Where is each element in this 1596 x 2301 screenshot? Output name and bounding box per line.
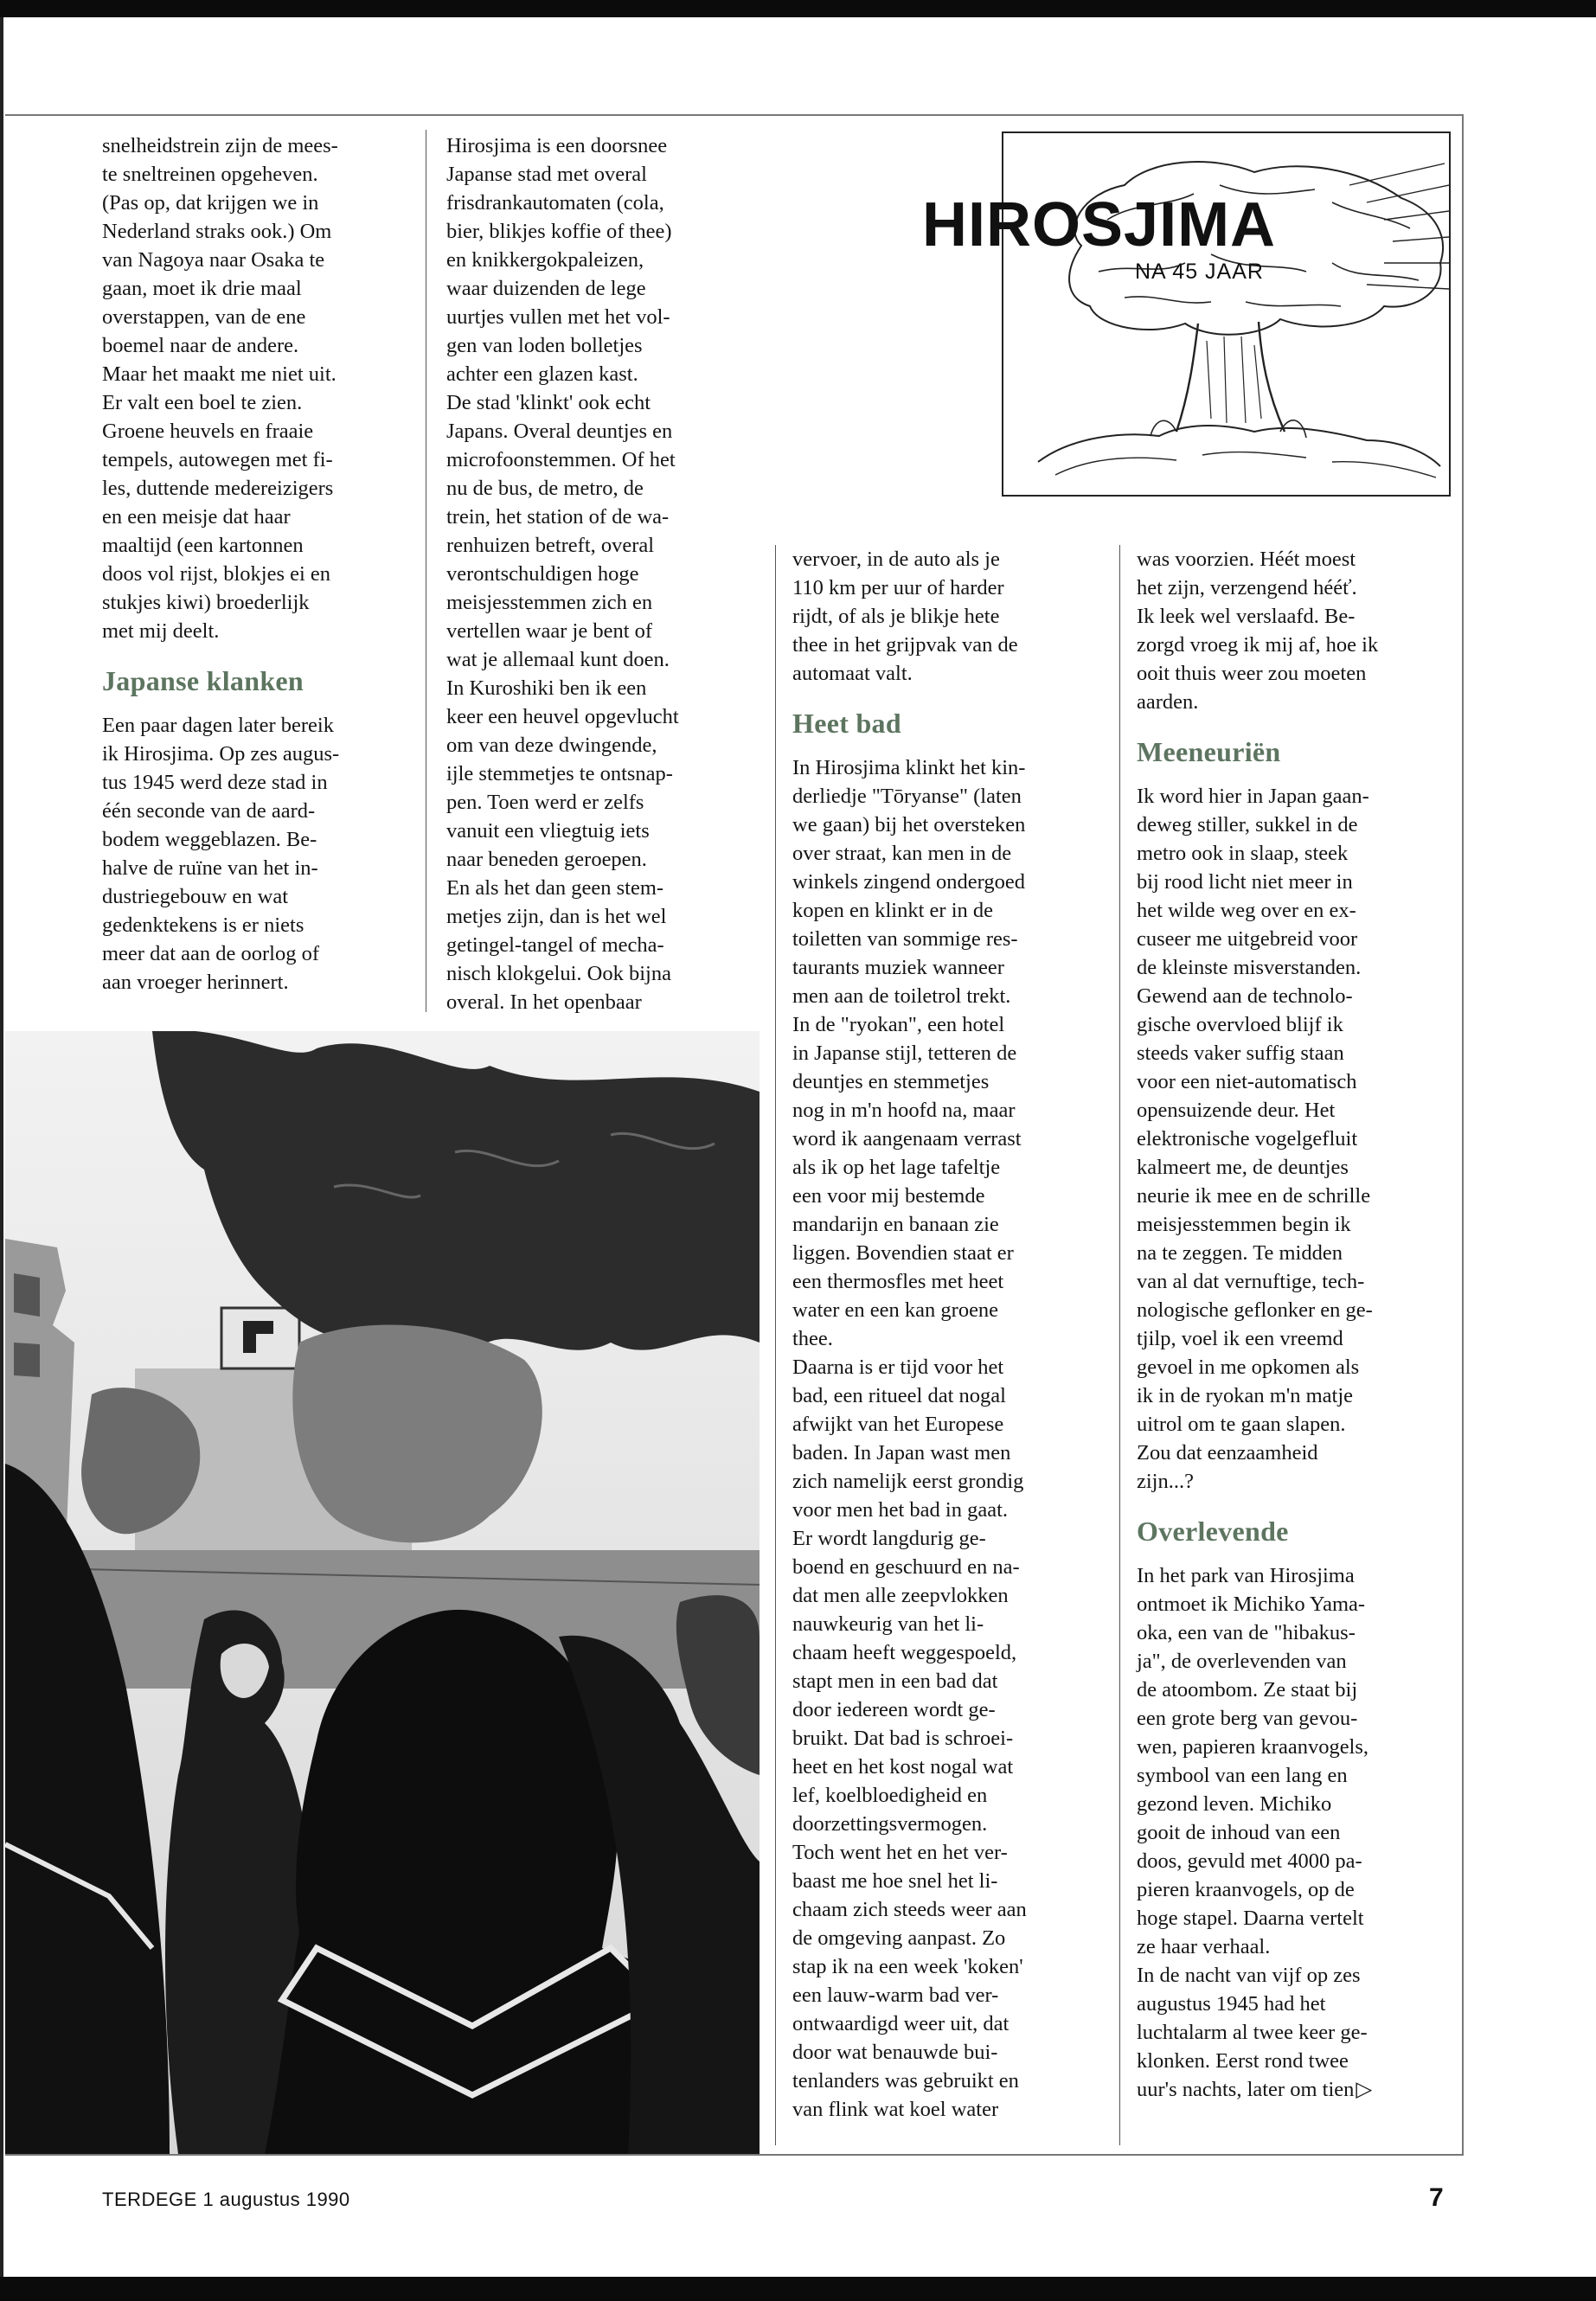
text-line: Gewend aan de technolo- [1137,984,1353,1008]
text-line: metro ook in slaap, steek [1137,842,1349,865]
text-line: een thermosfles met heet [792,1270,1004,1293]
text-line: de kleinste misverstanden. [1137,956,1362,979]
text-line: uurtjes vullen met het vol- [446,305,670,329]
text-line: oka, een van de "hibakus- [1137,1621,1356,1644]
text-line: meisjesstemmen zich en [446,591,653,614]
text-line: nisch klokgelui. Ook bijna [446,962,671,985]
heading-overlevende: Overlevende [1137,1516,1289,1547]
text-line: Zou dat eenzaamheid [1137,1441,1318,1465]
text-line: bad, een ritueel dat nogal [792,1384,1006,1407]
text-line: kalmeert me, de deuntjes [1137,1156,1349,1179]
text-line: baast me hoe snel het li- [792,1869,998,1893]
text-line: doorzettingsvermogen. [792,1812,988,1836]
text-line: thee in het grijpvak van de [792,633,1018,657]
text-line: we gaan) bij het oversteken [792,813,1026,836]
text-line: baden. In Japan wast men [792,1441,1011,1465]
text-line: Er wordt langdurig ge- [792,1527,986,1550]
text-line: stapt men in een bad dat [792,1670,998,1693]
text-line: Groene heuvels en fraaie [102,420,314,443]
text-line: (Pas op, dat krijgen we in [102,191,319,215]
text-line: mandarijn en banaan zie [792,1213,999,1236]
text-line: pieren kraanvogels, op de [1137,1878,1355,1901]
text-line: en knikkergokpaleizen, [446,248,644,272]
text-line: nologische geflonker en ge- [1137,1298,1373,1322]
text-line: Een paar dagen later bereik [102,714,334,737]
text-line: vertellen waar je bent of [446,619,653,643]
text-line: met mij deelt. [102,619,220,643]
column-3 [792,545,1112,2124]
text-line: het zijn, verzengend hééť. [1137,576,1357,599]
column-1 [102,131,413,997]
text-line: word ik aangenaam verrast [792,1127,1022,1150]
text-line: nauwkeurig van het li- [792,1612,984,1636]
text-line: bodem weggeblazen. Be- [102,828,317,851]
text-line: van Nagoya naar Osaka te [102,248,325,272]
text-line: chaam zich steeds weer aan [792,1898,1027,1921]
text-line: lef, koelbloedigheid en [792,1784,988,1807]
frame-right-rule [1462,114,1464,2156]
footer-publication: TERDEGE 1 augustus 1990 [102,2189,350,2210]
column-1-bottom-text [102,711,413,997]
text-line: In de nacht van vijf op zes [1137,1964,1361,1987]
text-line: gedenktekens is er niets [102,913,304,937]
text-line: nu de bus, de metro, de [446,477,644,500]
text-line: naar beneden geroepen. [446,848,647,871]
text-line: overal. In het openbaar [446,990,642,1014]
text-line: ontmoet ik Michiko Yama- [1137,1593,1366,1616]
text-line: over straat, kan men in de [792,842,1012,865]
text-line: ontwaardigd weer uit, dat [792,2012,1010,2035]
text-line: In Hirosjima klinkt het kin- [792,756,1026,779]
text-line: rijdt, of als je blikje hete [792,605,1000,628]
text-line: microfoonstemmen. Of het [446,448,676,471]
text-line: zorgd vroeg ik mij af, hoe ik [1137,633,1379,657]
text-line: trein, het station of de wa- [446,505,670,529]
text-line: les, duttende medereizigers [102,477,334,500]
text-line: derliedje "Tōryanse" (laten [792,785,1022,808]
text-line: gooit de inhoud van een [1137,1821,1341,1844]
text-line: ooit thuis weer zou moeten [1137,662,1367,685]
text-line: boend en geschuurd en na- [792,1555,1020,1579]
text-line: dat men alle zeepvlokken [792,1584,1009,1607]
text-line: een voor mij bestemde [792,1184,985,1208]
text-line: in Japanse stijl, tetteren de [792,1042,1017,1065]
text-line: aan vroeger herinnert. [102,971,289,994]
text-line: deweg stiller, sukkel in de [1137,813,1358,836]
column-3-bottom-text [792,753,1112,2124]
logo-title: HIROSJIMA [922,190,1277,260]
text-line: Japanse stad met overal [446,163,647,186]
text-line: taurants muziek wanneer [792,956,1004,979]
left-border [0,17,3,2277]
text-line: De stad 'klinkt' ook echt [446,391,651,414]
text-line: door iedereen wordt ge- [792,1698,996,1721]
text-line: het wilde weg over en ex- [1137,899,1356,922]
text-line: maaltijd (een kartonnen [102,534,304,557]
text-line: Japans. Overal deuntjes en [446,420,673,443]
text-line: Ik leek wel verslaafd. Be- [1137,605,1356,628]
text-line: In Kuroshiki ben ik een [446,676,647,700]
text-line: deuntjes en stemmetjes [792,1070,990,1093]
column-1-top-text [102,131,413,645]
text-line: overstappen, van de ene [102,305,306,329]
text-line: doos, gevuld met 4000 pa- [1137,1849,1362,1873]
text-line: was voorzien. Héét moest [1137,548,1356,571]
text-line: 110 km per uur of harder [792,576,1004,599]
text-line: te sneltreinen opgeheven. [102,163,318,186]
text-line: ja", de overlevenden van [1137,1650,1347,1673]
text-line: tenlanders was gebruikt en [792,2069,1019,2093]
page-number: 7 [1429,2183,1444,2212]
text-line: meisjesstemmen begin ik [1137,1213,1351,1236]
text-line: gische overvloed blijf ik [1137,1013,1343,1036]
text-line: Ik word hier in Japan gaan- [1137,785,1369,808]
heading-heet-bad: Heet bad [792,708,901,739]
text-line: ze haar verhaal. [1137,1935,1271,1958]
text-line-last: uur's nachts, later om tien [1137,2078,1355,2101]
text-line: metjes zijn, dan is het wel [446,905,667,928]
photo-schoolgirls [5,1031,760,2154]
column-3-top-text [792,545,1112,688]
text-line: en een meisje dat haar [102,505,291,529]
text-line: aarden. [1137,690,1199,714]
text-line: wen, papieren kraanvogels, [1137,1735,1369,1759]
text-line: de atoombom. Ze staat bij [1137,1678,1358,1702]
text-line: En als het dan geen stem- [446,876,664,900]
text-line: zich namelijk eerst grondig [792,1470,1024,1493]
text-line: een lauw-warm bad ver- [792,1984,999,2007]
text-line: cuseer me uitgebreid voor [1137,927,1358,951]
text-line: opensuizende deur. Het [1137,1099,1336,1122]
text-line: dustriegebouw en wat [102,885,288,908]
column-divider-3 [775,545,776,2145]
text-line: een grote berg van gevou- [1137,1707,1358,1730]
text-line: ijle stemmetjes te ontsnap- [446,762,673,785]
text-line: boemel naar de andere. [102,334,299,357]
text-line: Daarna is er tijd voor het [792,1356,1004,1379]
text-line [1137,2075,1457,2104]
text-line: heet en het kost nogal wat [792,1755,1014,1779]
column-4-top-text [1137,545,1457,716]
text-line: waar duizenden de lege [446,277,646,300]
text-line: Er valt een boel te zien. [102,391,303,414]
text-line: renhuizen betreft, overal [446,534,655,557]
text-line: ik Hirosjima. Op zes augus- [102,742,340,766]
text-line: klonken. Eerst rond twee [1137,2049,1349,2073]
heading-meeneurien: Meeneuriën [1137,736,1281,767]
continue-arrow-icon: ▷ [1356,2078,1373,2101]
text-line: Hirosjima is een doorsnee [446,134,668,157]
text-line: elektronische vogelgefluit [1137,1127,1358,1150]
text-line: getingel-tangel of mecha- [446,933,664,957]
text-line: augustus 1945 had het [1137,1992,1326,2016]
text-line: Toch went het en het ver- [792,1841,1008,1864]
text-line: pen. Toen werd er zelfs [446,791,644,814]
text-line: liggen. Bovendien staat er [792,1241,1014,1265]
text-line: gen van loden bolletjes [446,334,643,357]
hirosjima-logo-box [1002,131,1451,497]
text-line: kopen en klinkt er in de [792,899,994,922]
column-4 [1137,545,1457,2104]
text-line: frisdrankautomaten (cola, [446,191,664,215]
logo-subtitle: NA 45 JAAR [1135,260,1264,284]
text-line: afwijkt van het Europese [792,1413,1004,1436]
top-border [0,0,1596,17]
text-line: tjilp, voel ik een vreemd [1137,1327,1343,1350]
text-line: om van deze dwingende, [446,734,657,757]
text-line: bier, blikjes koffie of thee) [446,220,672,243]
photo-schoolgirls-icon [5,1031,760,2154]
text-line: steeds vaker suffig staan [1137,1042,1344,1065]
text-line: keer een heuvel opgevlucht [446,705,679,728]
column-2 [446,131,766,1016]
text-line: nog in m'n hoofd na, maar [792,1099,1016,1122]
text-line: bruikt. Dat bad is schroei- [792,1727,1014,1750]
text-line: achter een glazen kast. [446,362,638,386]
frame-bottom-rule [5,2154,1464,2156]
text-line: bij rood licht niet meer in [1137,870,1353,894]
text-line: vanuit een vliegtuig iets [446,819,650,843]
text-line: Maar het maakt me niet uit. [102,362,337,386]
text-line: uitrol om te gaan slapen. [1137,1413,1346,1436]
text-line: luchtalarm al twee keer ge- [1137,2021,1368,2044]
column-4-bottom-text [1137,1561,1457,2104]
bottom-border [0,2277,1596,2301]
text-line: stukjes kiwi) broederlijk [102,591,310,614]
text-line: wat je allemaal kunt doen. [446,648,670,671]
text-line: symbool van een lang en [1137,1764,1348,1787]
text-line: men aan de toiletrol trekt. [792,984,1011,1008]
text-line: toiletten van sommige res- [792,927,1018,951]
text-line: van flink wat koel water [792,2098,999,2121]
text-line: als ik op het lage tafeltje [792,1156,1001,1179]
text-line: gevoel in me opkomen als [1137,1356,1360,1379]
text-line: voor een niet-automatisch [1137,1070,1357,1093]
column-divider-4 [1119,545,1120,2145]
frame-top-rule [5,114,1464,116]
text-line: automaat valt. [792,662,913,685]
text-line: van al dat vernuftige, tech- [1137,1270,1365,1293]
text-line: zijn...? [1137,1470,1194,1493]
text-line: snelheidstrein zijn de mees- [102,134,338,157]
text-line: voor men het bad in gaat. [792,1498,1009,1522]
text-line: gezond leven. Michiko [1137,1792,1332,1816]
text-line: verontschuldigen hoge [446,562,639,586]
text-line: gaan, moet ik drie maal [102,277,302,300]
text-line: neurie ik mee en de schrille [1137,1184,1371,1208]
text-line: ik in de ryokan m'n matje [1137,1384,1354,1407]
text-line: vervoer, in de auto als je [792,548,1000,571]
text-line: doos vol rijst, blokjes ei en [102,562,331,586]
text-line: tempels, autowegen met fi- [102,448,333,471]
text-line: de omgeving aanpast. Zo [792,1926,1006,1950]
text-line: tus 1945 werd deze stad in [102,771,328,794]
text-line: chaam heeft weggespoeld, [792,1641,1017,1664]
text-line: na te zeggen. Te midden [1137,1241,1343,1265]
mushroom-cloud-icon [1003,133,1449,495]
text-line: In het park van Hirosjima [1137,1564,1355,1587]
text-line: één seconde van de aard- [102,799,316,823]
text-line: In de "ryokan", een hotel [792,1013,1005,1036]
text-line: stap ik na een week 'koken' [792,1955,1023,1978]
text-line: Nederland straks ook.) Om [102,220,332,243]
text-line: winkels zingend ondergoed [792,870,1025,894]
text-line: hoge stapel. Daarna vertelt [1137,1907,1364,1930]
heading-japanse-klanken: Japanse klanken [102,665,304,696]
text-line: thee. [792,1327,833,1350]
column-4-mid-text [1137,782,1457,1496]
text-line: water en een kan groene [792,1298,999,1322]
text-line: halve de ruïne van het in- [102,856,318,880]
text-line: door wat benauwde bui- [792,2041,998,2064]
text-line: meer dat aan de oorlog of [102,942,320,965]
